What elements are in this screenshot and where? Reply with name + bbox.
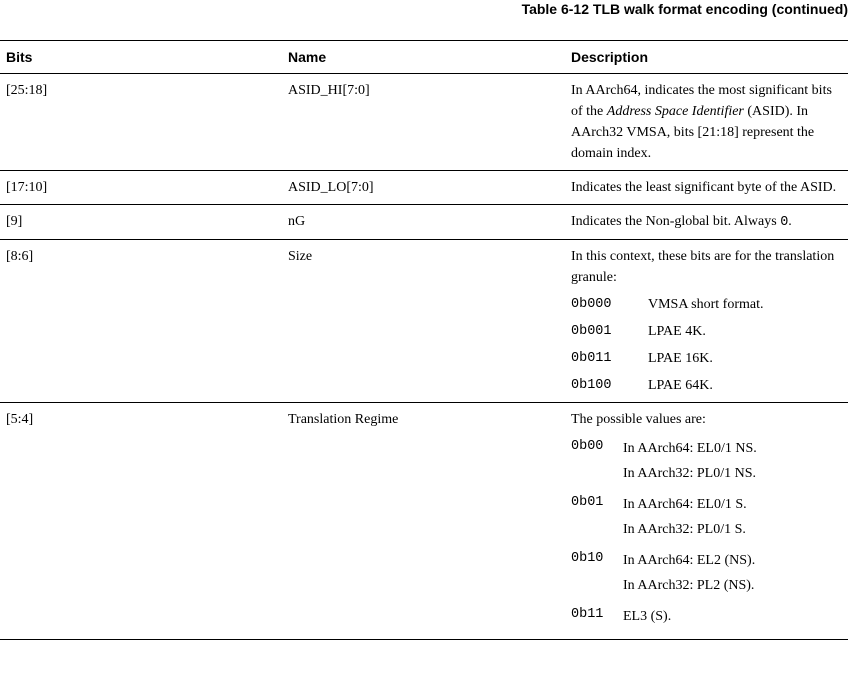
encoding-code: 0b001 xyxy=(571,324,612,339)
desc-text: . xyxy=(788,214,792,229)
table-row xyxy=(0,205,848,240)
encoding-code: 0b11 xyxy=(571,607,604,622)
cell-name: nG xyxy=(282,205,565,240)
cell-description xyxy=(565,403,848,640)
encoding-code: 0b00 xyxy=(571,439,604,454)
desc-text: In AArch64, indicates the most significant bits of the xyxy=(571,83,832,119)
desc-emphasis: Address Space Identifier xyxy=(606,104,744,119)
encoding-meaning: In AArch32: PL0/1 S. xyxy=(623,522,746,537)
encoding-meaning: EL3 (S). xyxy=(623,609,672,624)
encoding-item xyxy=(571,604,842,629)
desc-text: (ASID). In AArch32 VMSA, bits [21:18] represent the domain index. xyxy=(571,104,815,161)
encoding-code: 0b000 xyxy=(571,297,612,312)
cell-name: Translation Regime xyxy=(282,403,565,640)
cell-name: Size xyxy=(282,240,565,403)
encoding-meaning: LPAE 64K. xyxy=(648,378,713,393)
table-row xyxy=(0,74,848,171)
cell-description: Indicates the least significant byte of the ASID. xyxy=(565,171,848,205)
table-row xyxy=(0,240,848,403)
cell-name: ASID_HI[7:0] xyxy=(282,74,565,171)
encoding-meaning: In AArch32: PL0/1 NS. xyxy=(623,466,756,481)
encoding-meaning: In AArch32: PL2 (NS). xyxy=(623,578,755,593)
cell-bits: [25:18] xyxy=(0,74,282,171)
table-row xyxy=(0,403,848,640)
encoding-code: 0b011 xyxy=(571,351,612,366)
desc-text: Indicates the Non-global bit. Always xyxy=(571,214,781,229)
encoding-item xyxy=(571,492,842,542)
cell-bits: [17:10] xyxy=(0,171,282,205)
desc-code: 0 xyxy=(780,215,789,230)
encoding-code: 0b01 xyxy=(571,495,604,510)
encoding-item xyxy=(571,375,842,396)
encoding-item xyxy=(571,548,842,598)
encoding-item xyxy=(571,348,842,369)
header-bits: Bits xyxy=(0,41,282,74)
encoding-meaning: In AArch64: EL0/1 S. xyxy=(623,497,747,512)
cell-bits: [9] xyxy=(0,205,282,240)
cell-description xyxy=(565,240,848,403)
cell-description xyxy=(565,205,848,240)
encoding-code: 0b100 xyxy=(571,378,612,393)
cell-bits: [5:4] xyxy=(0,403,282,640)
tlb-walk-format-table xyxy=(0,40,848,640)
encoding-meaning: LPAE 16K. xyxy=(648,351,713,366)
table-row xyxy=(0,171,848,205)
header-description: Description xyxy=(565,41,848,74)
cell-description xyxy=(565,74,848,171)
desc-text: The possible values are: xyxy=(571,412,706,427)
encoding-meaning: LPAE 4K. xyxy=(648,324,706,339)
desc-text: In this context, these bits are for the translation granule: xyxy=(571,249,835,285)
table-caption: Table 6-12 TLB walk format encoding (continued) xyxy=(521,1,848,17)
encoding-item xyxy=(571,321,842,342)
encoding-item xyxy=(571,436,842,486)
encoding-meaning: In AArch64: EL0/1 NS. xyxy=(623,441,757,456)
cell-name: ASID_LO[7:0] xyxy=(282,171,565,205)
table-header-row xyxy=(0,41,848,74)
header-name: Name xyxy=(282,41,565,74)
cell-bits: [8:6] xyxy=(0,240,282,403)
encoding-item xyxy=(571,294,842,315)
encoding-meaning: VMSA short format. xyxy=(648,297,764,312)
encoding-meaning: In AArch64: EL2 (NS). xyxy=(623,553,756,568)
encoding-code: 0b10 xyxy=(571,551,604,566)
